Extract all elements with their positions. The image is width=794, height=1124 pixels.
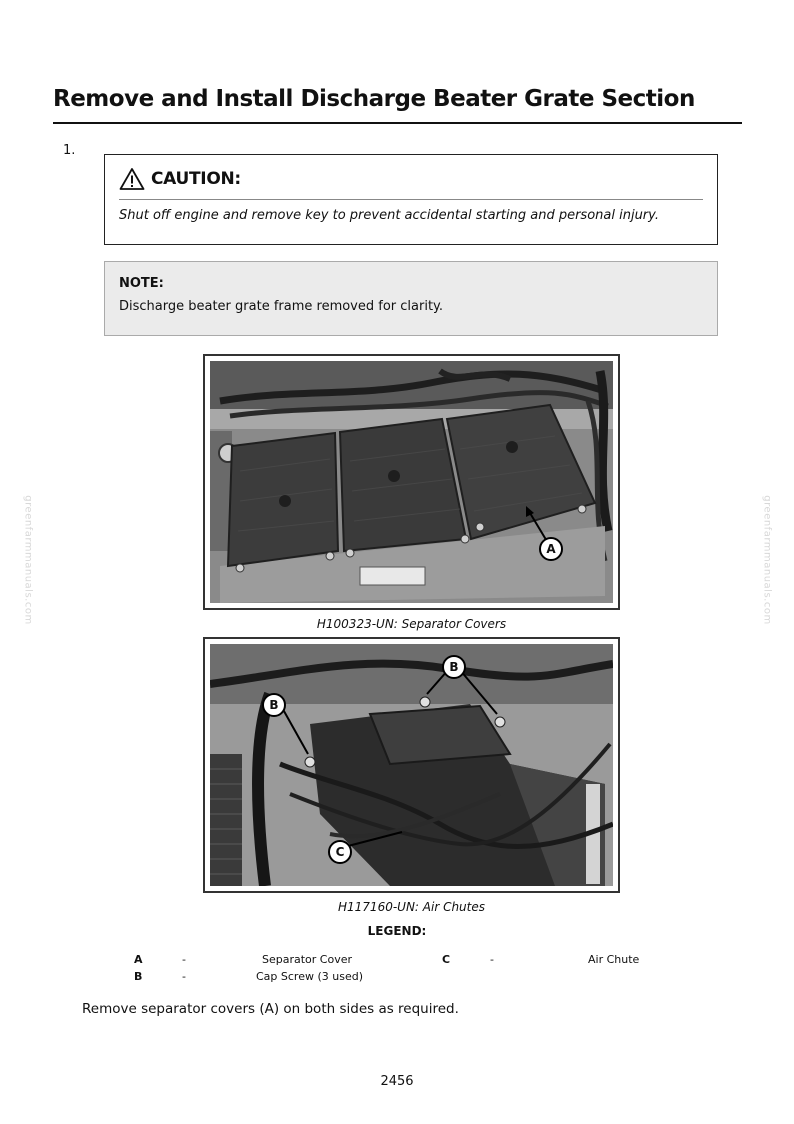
legend-dash-a: - <box>182 953 186 966</box>
figure-separator-covers <box>203 354 620 610</box>
note-label: NOTE: <box>119 276 164 291</box>
legend-desc-b: Cap Screw (3 used) <box>256 970 364 983</box>
note-box <box>104 261 718 336</box>
legend-key-c: C <box>442 953 451 966</box>
caution-header <box>119 167 241 191</box>
legend-dash-c: - <box>490 953 494 966</box>
figure-caption-separator-covers: H100323-UN: Separator Covers <box>316 617 507 631</box>
legend-desc-a: Separator Cover <box>262 953 353 966</box>
instruction-text: Remove separator covers (A) on both sides as required. <box>82 1001 459 1017</box>
step-number: 1. <box>63 143 76 158</box>
legend-key-b: B <box>134 970 143 983</box>
page-title: Remove and Install Discharge Beater Grate Section <box>53 86 695 112</box>
page-number: 2456 <box>380 1074 414 1089</box>
caution-box <box>104 154 718 245</box>
watermark-right: greenfarmmanuals.com <box>761 495 773 625</box>
warning-triangle-icon <box>119 167 145 191</box>
callout-b-top: B <box>442 655 466 679</box>
legend-dash-b: - <box>182 970 186 983</box>
title-divider <box>53 122 742 124</box>
note-text: Discharge beater grate frame removed for clarity. <box>119 299 444 314</box>
caution-text: Shut off engine and remove key to prevent accidental starting and personal injury. <box>119 208 659 223</box>
separator-covers-photo <box>210 361 613 603</box>
caution-label: CAUTION: <box>151 169 241 189</box>
legend-key-a: A <box>134 953 143 966</box>
legend-desc-c: Air Chute <box>588 953 640 966</box>
callout-c: C <box>328 840 352 864</box>
figure-air-chutes <box>203 637 620 893</box>
callout-a: A <box>539 537 563 561</box>
caution-divider <box>119 199 703 200</box>
legend-title: LEGEND: <box>367 924 427 938</box>
figure-caption-air-chutes: H117160-UN: Air Chutes <box>338 900 485 914</box>
air-chutes-photo <box>210 644 613 886</box>
watermark-left: greenfarmmanuals.com <box>22 495 34 625</box>
callout-b-left: B <box>262 693 286 717</box>
